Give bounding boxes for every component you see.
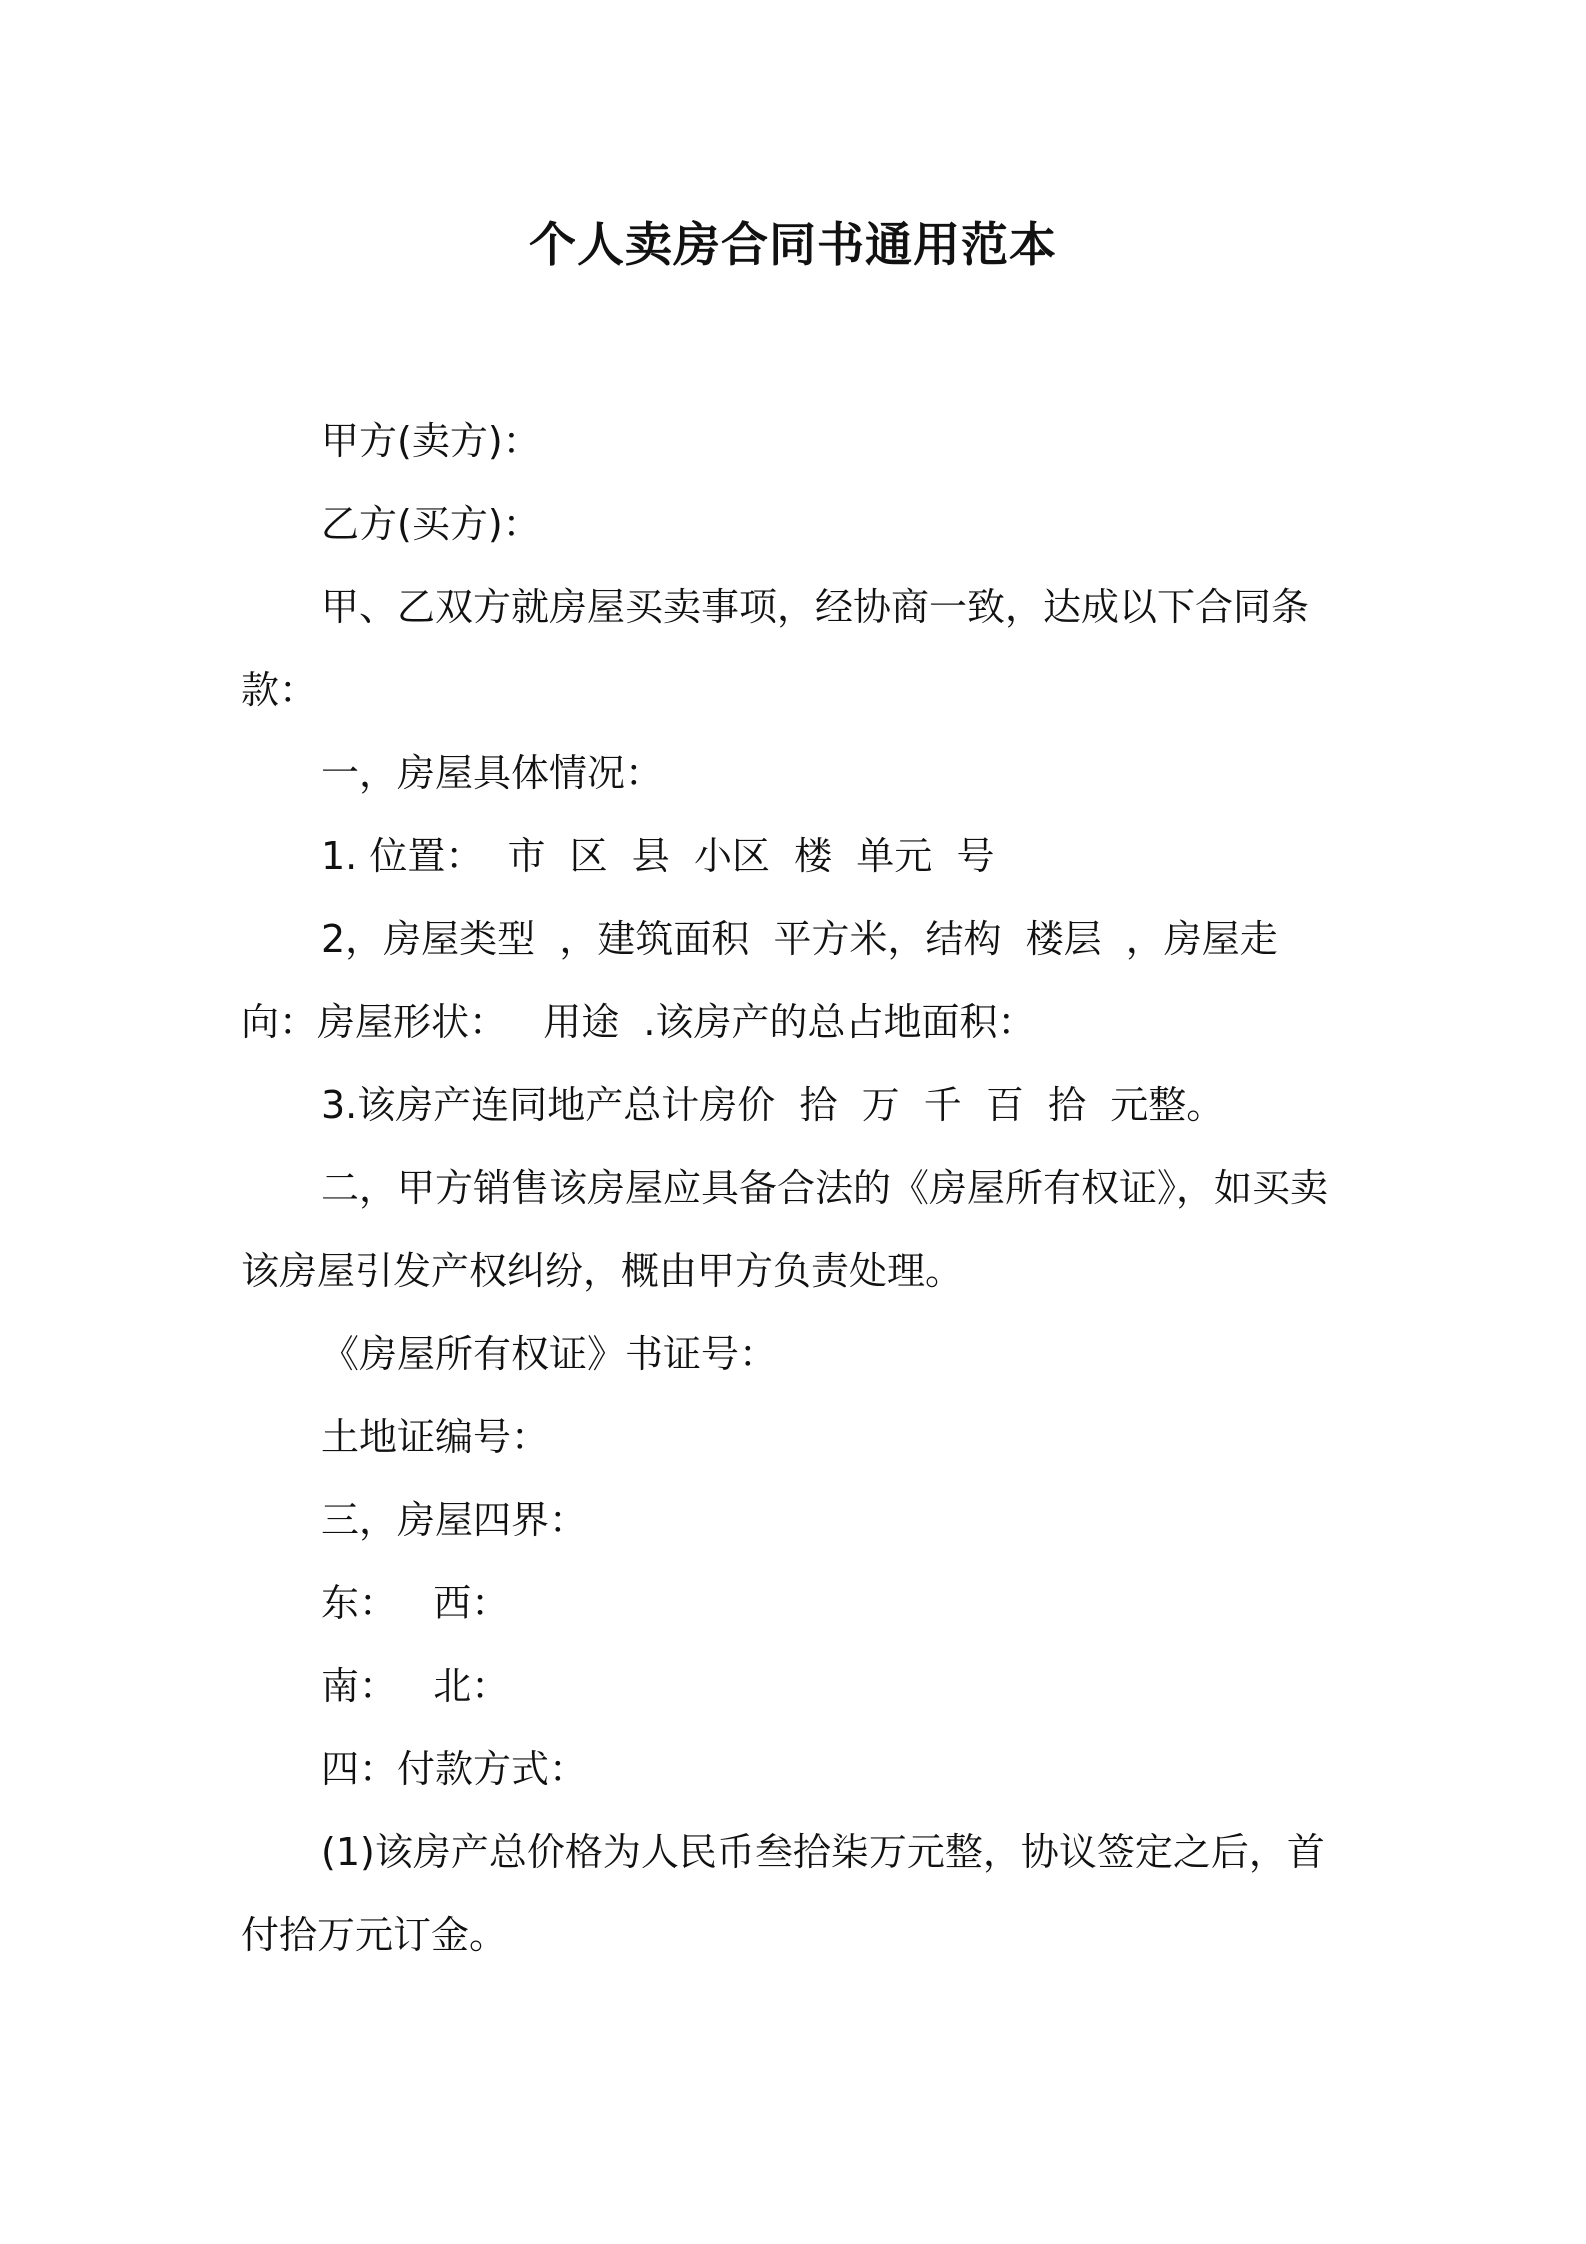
- section-4-heading: 四：付款方式：: [321, 1747, 588, 1791]
- section-2-paragraph: 二，甲方销售该房屋应具备合法的《房屋所有权证》，如买卖该房屋引发产权纠纷，概由甲方负责处理。: [241, 1166, 1329, 1293]
- document-title: 个人卖房合同书通用范本: [529, 218, 1057, 273]
- ownership-certificate-line: 《房屋所有权证》书证号：: [321, 1332, 778, 1376]
- party-b-line: 乙方(买方)：: [321, 502, 541, 546]
- location-line: 1. 位置： 市 区 县 小区 楼 单元 号: [321, 834, 995, 878]
- south-north-boundary-line: 南： 北：: [321, 1664, 510, 1708]
- property-type-paragraph: 2，房屋类型 ，建筑面积 平方米，结构 楼层 ，房屋走向：房屋形状： 用途 .该房产的总占地面积：: [241, 917, 1278, 1044]
- land-certificate-line: 土地证编号：: [321, 1415, 550, 1459]
- party-a-line: 甲方(卖方)：: [321, 419, 541, 463]
- document-body: [241, 400, 1345, 1977]
- section-1-heading: 一，房屋具体情况：: [321, 751, 664, 795]
- section-3-heading: 三，房屋四界：: [321, 1498, 588, 1542]
- east-west-boundary-line: 东： 西：: [321, 1581, 510, 1625]
- agreement-intro-paragraph: 甲、乙双方就房屋买卖事项，经协商一致，达成以下合同条款：: [241, 585, 1310, 712]
- payment-clause-1: (1)该房产总价格为人民币叁拾柒万元整，协议签定之后，首付拾万元订金。: [241, 1830, 1325, 1957]
- total-price-line: 3.该房产连同地产总计房价 拾 万 千 百 拾 元整。: [321, 1083, 1225, 1127]
